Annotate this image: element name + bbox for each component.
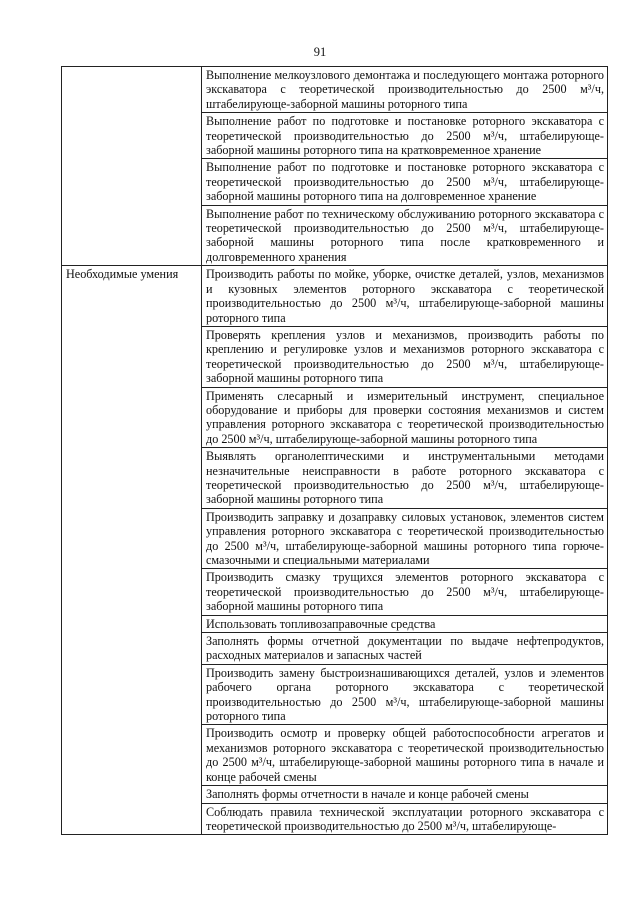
table-cell: Производить осмотр и проверку общей работоспособности агрегатов и механизмов роторного экскаватора с теоретической производительностью до 2500 м³/ч, штабелирующе-заборной машины роторного типа в начале и конце рабочей смены (202, 725, 608, 786)
table-cell: Использовать топливозаправочные средства (202, 615, 608, 632)
table-cell: Выполнение работ по подготовке и постановке роторного экскаватора с теоретической производительностью до 2500 м³/ч, штабелирующе-заборной машины роторного типа на кратковременное хранение (202, 113, 608, 159)
table-cell: Производить заправку и дозаправку силовых установок, элементов систем управления роторного экскаватора с теоретической производительностью до 2500 м³/ч, штабелирующе-заборной машины роторного типа горюче-смазочными и специальными материалами (202, 508, 608, 569)
table-cell: Выявлять органолептическими и инструментальными методами незначительные неисправности в работе роторного экскаватора с теоретической производительностью до 2500 м³/ч, штабелирующе-заборной машины роторного типа (202, 448, 608, 509)
table-cell: Заполнять формы отчетности в начале и конце рабочей смены (202, 786, 608, 803)
table-cell: Выполнение работ по подготовке и постановке роторного экскаватора с теоретической производительностью до 2500 м³/ч, штабелирующе-заборной машины роторного типа на долговременное хранение (202, 159, 608, 205)
table-cell: Производить работы по мойке, уборке, очистке деталей, узлов, механизмов и кузовных элементов роторного экскаватора с теоретической производительностью до 2500 м³/ч, штабелирующе-заборной машины роторного типа (202, 266, 608, 327)
table-cell: Производить смазку трущихся элементов роторного экскаватора с теоретической производительностью до 2500 м³/ч, штабелирующе-заборной машины роторного типа (202, 569, 608, 615)
table-cell: Выполнение мелкоузлового демонтажа и последующего монтажа роторного экскаватора с теоретической производительностью до 2500 м³/ч, штабелирующе-заборной машины роторного типа (202, 67, 608, 113)
table-cell: Применять слесарный и измерительный инструмент, специальное оборудование и приборы для проверки состояния механизмов и систем управления роторного экскаватора с теоретической производительностью до 2500 м³/ч, штабелирующе-заборной машины роторного типа (202, 387, 608, 448)
table-cell: Производить замену быстроизнашивающихся деталей, узлов и элементов рабочего органа роторного экскаватора с теоретической производительностью до 2500 м³/ч, штабелирующе-заборной машины роторного типа (202, 664, 608, 725)
table-row (62, 266, 608, 327)
empty-label-cell (62, 67, 202, 266)
table-cell: Заполнять формы отчетной документации по выдаче нефтепродуктов, расходных материалов и запасных частей (202, 633, 608, 665)
table-cell: Проверять крепления узлов и механизмов, производить работы по креплению и регулировке узлов и механизмов роторного экскаватора с теоретической производительностью до 2500 м³/ч, штабелирующе-заборной машины роторного типа (202, 326, 608, 387)
page-number: 91 (313, 45, 327, 59)
skills-label: Необходимые умения (62, 266, 202, 835)
table-cell: Соблюдать правила технической эксплуатации роторного экскаватора с теоретической производительностью до 2500 м³/ч, штабелирующе- (202, 803, 608, 835)
table-row (62, 67, 608, 113)
table-cell: Выполнение работ по техническому обслуживанию роторного экскаватора с теоретической производительностью до 2500 м³/ч, штабелирующе-заборной машины роторного типа после кратковременного и долговременного хранения (202, 205, 608, 266)
requirements-table (61, 66, 608, 835)
